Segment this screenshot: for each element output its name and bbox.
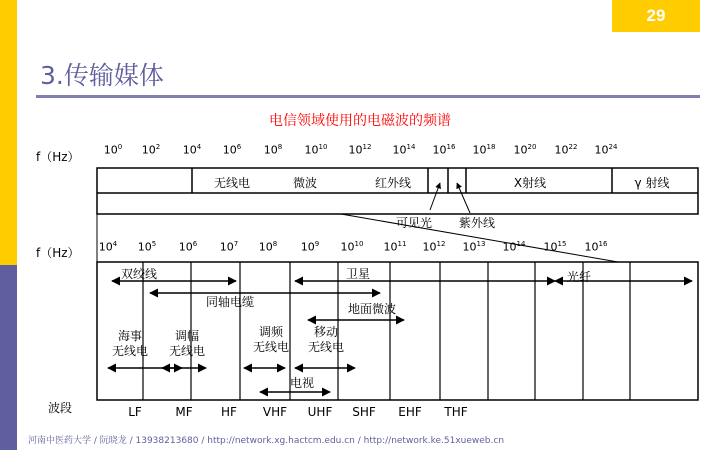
bottom-tick: $10^8$ <box>258 240 278 254</box>
media-maritime-radio: 海事 无线电 <box>112 329 149 358</box>
media-satellite: 卫星 <box>346 267 371 281</box>
region-visible: 可见光 <box>395 216 433 230</box>
top-tick: $10^{10}$ <box>304 143 328 157</box>
top-tick: $10^{22}$ <box>554 143 578 157</box>
media-twisted-pair: 双绞线 <box>121 267 158 281</box>
media-mobile-radio: 移动 无线电 <box>308 325 345 354</box>
page-number: 29 <box>612 0 700 32</box>
band-shf: SHF <box>352 405 376 419</box>
band-vhf: VHF <box>262 405 288 419</box>
media-am-radio: 调幅 无线电 <box>169 329 206 358</box>
bottom-tick: $10^5$ <box>137 240 157 254</box>
media-coax: 同轴电缆 <box>206 295 255 309</box>
media-fm-radio: 调频 无线电 <box>253 325 290 354</box>
bottom-tick: $10^7$ <box>219 240 239 254</box>
band-uhf: UHF <box>307 405 333 419</box>
bottom-tick: $10^{15}$ <box>543 240 567 254</box>
top-tick: $10^{20}$ <box>513 143 537 157</box>
band-row-label: 波段 <box>48 401 73 415</box>
region-ultraviolet: 紫外线 <box>458 216 496 230</box>
region-microwave: 微波 <box>292 176 318 190</box>
top-tick: $10^{12}$ <box>348 143 372 157</box>
slide-title: 3.传输媒体 <box>40 61 164 90</box>
media-fiber: 光纤 <box>567 270 592 284</box>
band-hf: HF <box>221 405 237 419</box>
bottom-tick: $10^{16}$ <box>584 240 608 254</box>
media-terrestrial-microwave: 地面微波 <box>348 302 397 316</box>
region-xray: X射线 <box>513 176 547 190</box>
top-tick: $10^{14}$ <box>392 143 416 157</box>
top-tick: $10^4$ <box>182 143 202 157</box>
top-tick: $10^6$ <box>222 143 242 157</box>
top-tick: $10^2$ <box>141 143 161 157</box>
bottom-tick: $10^6$ <box>178 240 198 254</box>
region-radio: 无线电 <box>213 176 251 190</box>
region-infrared: 红外线 <box>374 176 412 190</box>
top-tick: $10^{16}$ <box>432 143 456 157</box>
bottom-tick: $10^{10}$ <box>340 240 364 254</box>
band-lf: LF <box>128 405 142 419</box>
bottom-tick: $10^{12}$ <box>422 240 446 254</box>
slide-footer: 河南中医药大学 / 阮晓龙 / 13938213680 / http://network.xg.hactcm.edu.cn / http://network.ke.51xueweb.cn <box>28 436 505 446</box>
bottom-tick: $10^4$ <box>98 240 118 254</box>
band-mf: MF <box>175 405 193 419</box>
diagram-title: 电信领域使用的电磁波的频谱 <box>269 113 451 129</box>
band-thf: THF <box>444 405 468 419</box>
top-axis-label: f（Hz） <box>36 150 80 164</box>
top-tick: $10^{24}$ <box>594 143 618 157</box>
bottom-tick: $10^{11}$ <box>383 240 407 254</box>
top-tick: $10^0$ <box>103 143 123 157</box>
band-ehf: EHF <box>398 405 422 419</box>
media-tv: 电视 <box>290 376 315 390</box>
bottom-tick: $10^{13}$ <box>462 240 486 254</box>
bottom-tick: $10^9$ <box>300 240 320 254</box>
bottom-axis-label: f（Hz） <box>36 246 80 260</box>
top-tick: $10^{18}$ <box>472 143 496 157</box>
top-tick: $10^8$ <box>263 143 283 157</box>
bottom-tick: $10^{14}$ <box>502 240 526 254</box>
region-gamma: γ 射线 <box>634 176 670 190</box>
